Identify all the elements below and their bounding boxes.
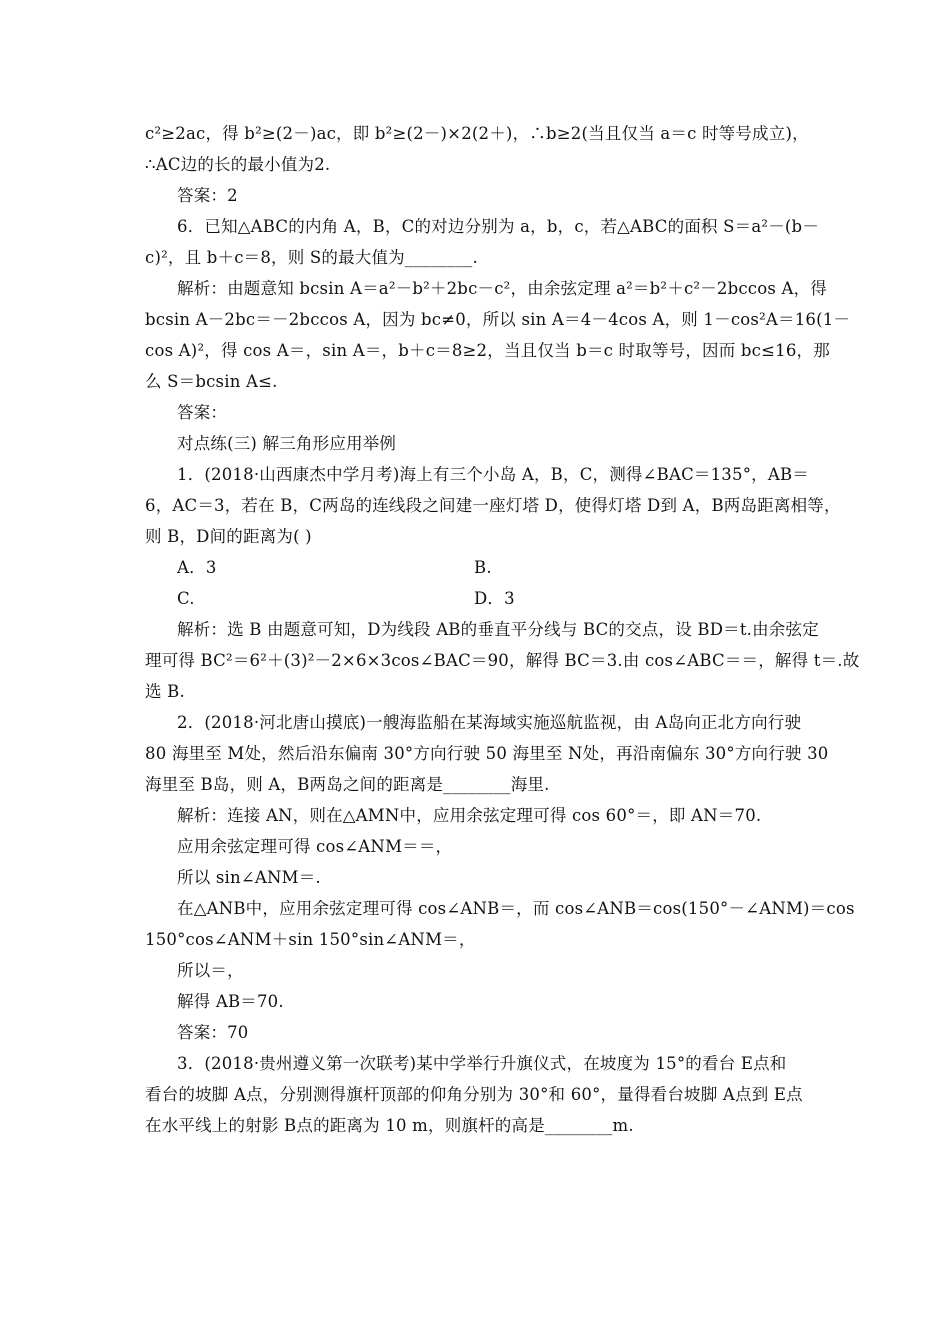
question-3: 3．(2018·贵州遵义第一次联考)某中学举行升旗仪式，在坡度为 15°的看台 E点和 bbox=[177, 1054, 787, 1073]
text-line: 应用余弦定理可得 cos∠ANM＝＝， bbox=[177, 837, 453, 856]
text-line: 所以＝， bbox=[177, 961, 244, 980]
text-line: 150°cos∠ANM＋sin 150°sin∠ANM＝， bbox=[145, 930, 476, 949]
solution-line: 解析：选 B 由题意可知，D为线段 AB的垂直平分线与 BC的交点，设 BD＝t.由余弦定 bbox=[177, 620, 819, 639]
text-line: 看台的坡脚 A点，分别测得旗杆顶部的仰角分别为 30°和 60°，量得看台坡脚 A点到 E点 bbox=[145, 1085, 803, 1104]
text-line: 在水平线上的射影 B点的距离为 10 m，则旗杆的高是________m. bbox=[145, 1116, 634, 1135]
text-line: ∴AC边的长的最小值为2. bbox=[145, 155, 331, 174]
text-line: 解得 AB＝70. bbox=[177, 992, 284, 1011]
option-c: C. bbox=[177, 589, 195, 608]
text-line: cos A)²，得 cos A＝，sin A＝，b＋c＝8≥2，当且仅当 b＝c 时取等号，因而 bc≤16，那 bbox=[145, 341, 830, 360]
solution-line: 解析：由题意知 bcsin A＝a²－b²＋2bc－c²，由余弦定理 a²＝b²＋c²－2bccos A，得 bbox=[177, 279, 827, 298]
answer-line: 答案： bbox=[177, 403, 228, 422]
solution-line: 解析：连接 AN，则在△AMN中，应用余弦定理可得 cos 60°＝，即 AN＝70. bbox=[177, 806, 762, 825]
option-d: D．3 bbox=[474, 589, 515, 608]
option-a: A．3 bbox=[177, 558, 217, 577]
text-line: c²≥2ac，得 b²≥(2－)ac，即 b²≥(2－)×2(2＋)，∴b≥2(当且仅当 a＝c 时等号成立)， bbox=[145, 124, 809, 143]
text-line: c)²，且 b＋c＝8，则 S的最大值为________. bbox=[145, 248, 478, 267]
section-heading: 对点练(三) 解三角形应用举例 bbox=[177, 434, 397, 453]
text-line: 所以 sin∠ANM＝. bbox=[177, 868, 321, 887]
text-line: 理可得 BC²＝6²＋(3)²－2×6×3cos∠BAC＝90，解得 BC＝3.由 cos∠ABC＝＝，解得 t＝.故 bbox=[145, 651, 860, 670]
text-line: 在△ANB中，应用余弦定理可得 cos∠ANB＝，而 cos∠ANB＝cos(150°－∠ANM)＝cos bbox=[177, 899, 855, 918]
question-6: 6．已知△ABC的内角 A，B，C的对边分别为 a，b，c，若△ABC的面积 S＝a²－(b－ bbox=[177, 217, 820, 236]
answer-line: 答案：2 bbox=[177, 186, 238, 205]
option-b: B. bbox=[474, 558, 492, 577]
question-2: 2．(2018·河北唐山摸底)一艘海监船在某海域实施巡航监视，由 A岛向正北方向行驶 bbox=[177, 713, 802, 732]
text-line: 6，AC＝3，若在 B，C两岛的连线段之间建一座灯塔 D，使得灯塔 D到 A，B两岛距离相等， bbox=[145, 496, 841, 515]
text-line: bcsin A－2bc＝－2bccos A，因为 bc≠0，所以 sin A＝4－4cos A，则 1－cos²A＝16(1－ bbox=[145, 310, 851, 329]
question-1: 1．(2018·山西康杰中学月考)海上有三个小岛 A，B，C，测得∠BAC＝135°，AB＝ bbox=[177, 465, 809, 484]
text-line: 80 海里至 M处，然后沿东偏南 30°方向行驶 50 海里至 N处，再沿南偏东 30°方向行驶 30 bbox=[145, 744, 829, 763]
text-line: 则 B，D间的距离为( ) bbox=[145, 527, 312, 546]
answer-line: 答案：70 bbox=[177, 1023, 249, 1042]
text-line: 海里至 B岛，则 A，B两岛之间的距离是________海里. bbox=[145, 775, 550, 794]
text-line: 选 B. bbox=[145, 682, 185, 701]
text-line: 么 S＝bcsin A≤. bbox=[145, 372, 278, 391]
